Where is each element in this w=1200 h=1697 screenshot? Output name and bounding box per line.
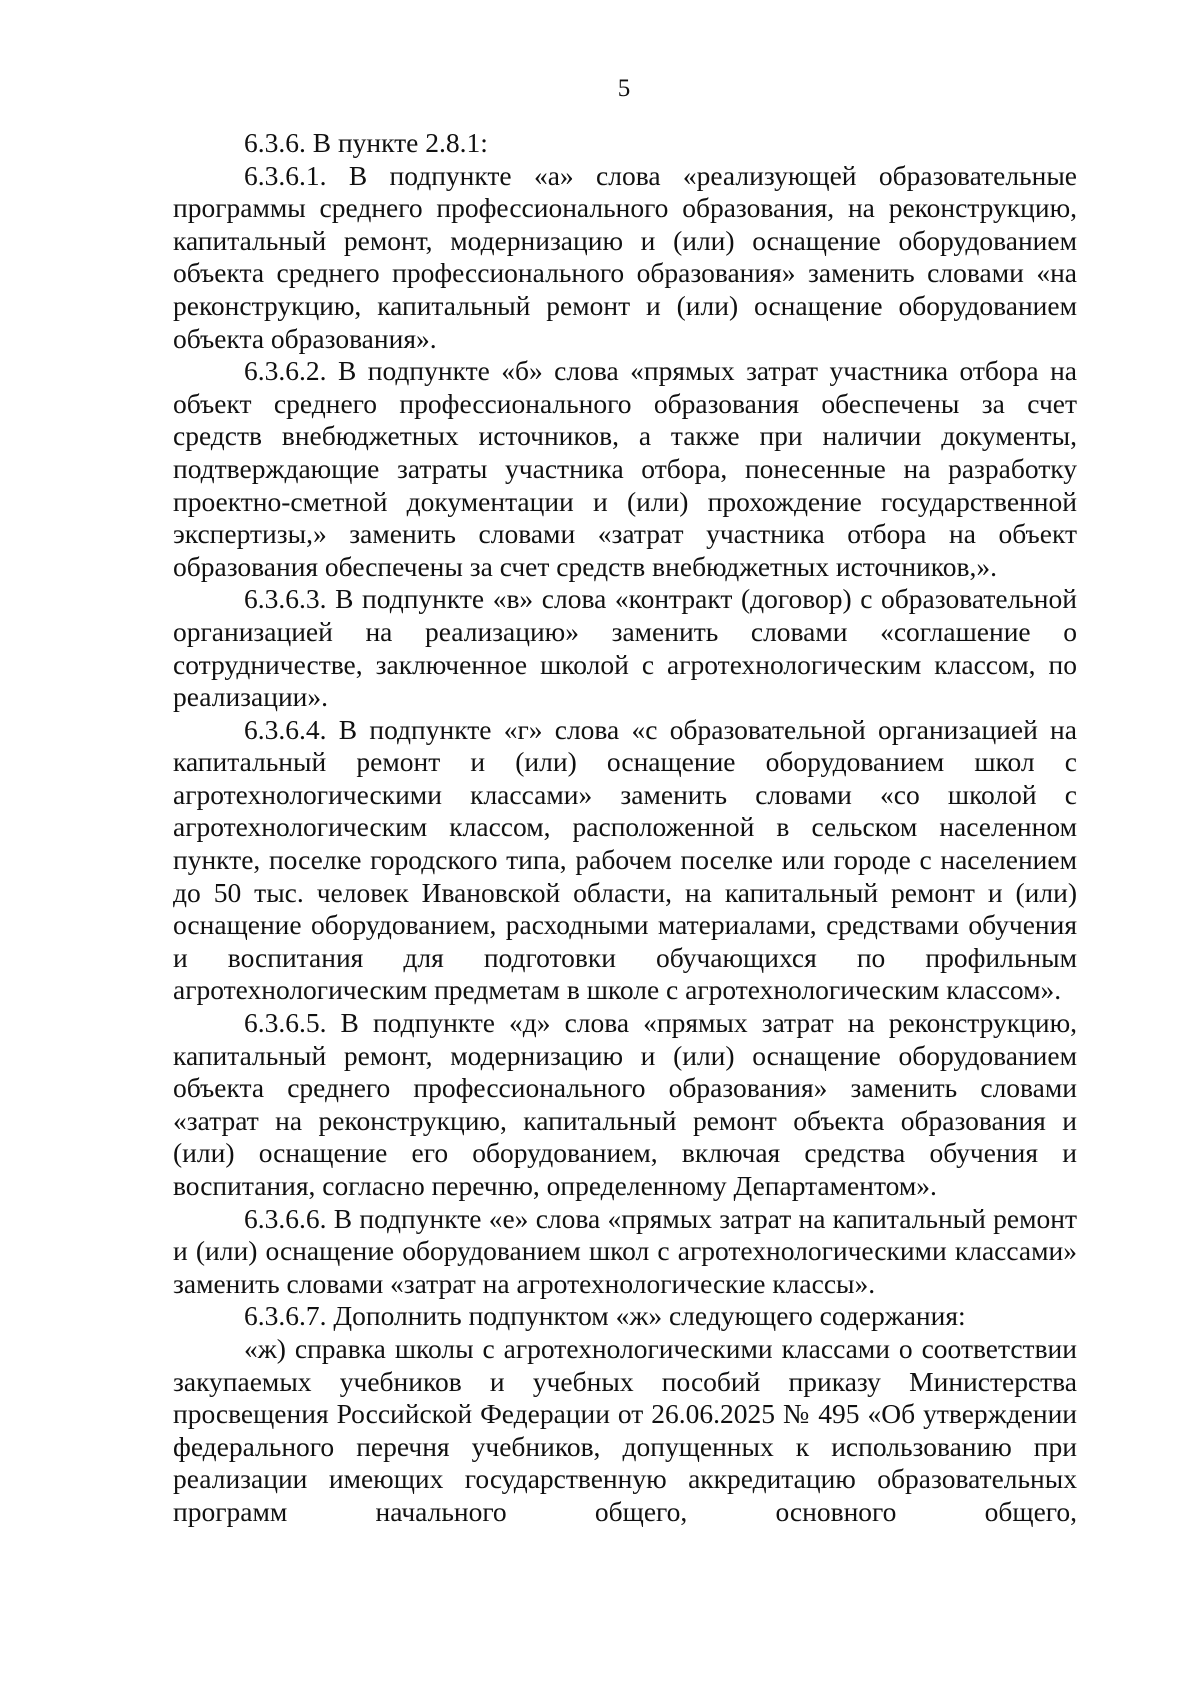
paragraph-zh-item: «ж) справка школы с агротехнологическими классами о соответствии закупаемых учебников и учебных пособий приказу Министерства просвещения Российской Федерации от 26.06.2025 № 495 «Об утверждении федерального перечня учебников, допущенных к использованию при реализации имеющих государственную аккредитацию образовательных программ начального общего, основного общего, <box>173 1332 1077 1527</box>
paragraph-6-3-6: 6.3.6. В пункте 2.8.1: <box>244 127 488 158</box>
paragraph-6-3-6-6: 6.3.6.6. В подпункте «е» слова «прямых затрат на капитальный ремонт и (или) оснащение оборудованием школ с агротехнологическими классами» заменить словами «затрат на агротехнологические классы». <box>173 1202 1077 1299</box>
paragraph-6-3-6-4: 6.3.6.4. В подпункте «г» слова «с образовательной организацией на капитальный ремонт и (или) оснащение оборудованием школ с агротехнологическими классами» заменить словами «со школой с агротехнологическим классом, расположенной в сельском населенном пункте, поселке городского типа, рабочем поселке или городе с населением до 50 тыс. человек Ивановской области, на капитальный ремонт и (или) оснащение оборудованием, расходными материалами, средствами обучения и воспитания для подготовки обучающихся по профильным агротехнологическим предметам в школе с агротехнологическим классом». <box>173 713 1077 1006</box>
page-number: 5 <box>617 75 631 102</box>
paragraph-6-3-6-1: 6.3.6.1. В подпункте «а» слова «реализующей образовательные программы среднего профессионального образования, на реконструкцию, капитальный ремонт, модернизацию и (или) оснащение оборудованием объекта среднего профессионального образования» заменить словами «на реконструкцию, капитальный ремонт и (или) оснащение оборудованием объекта образования». <box>173 159 1077 354</box>
paragraph-6-3-6-5: 6.3.6.5. В подпункте «д» слова «прямых затрат на реконструкцию, капитальный ремонт, модернизацию и (или) оснащение оборудованием объекта среднего профессионального образования» заменить словами «затрат на реконструкцию, капитальный ремонт объекта образования и (или) оснащение его оборудованием, включая средства обучения и воспитания, согласно перечню, определенному Департаментом». <box>173 1007 1077 1201</box>
paragraph-6-3-6-3: 6.3.6.3. В подпункте «в» слова «контракт (договор) с образовательной организацией на реализацию» заменить словами «соглашение о сотрудничестве, заключенное школой с агротехнологическим классом, по реализации». <box>173 583 1077 713</box>
paragraph-6-3-6-7: 6.3.6.7. Дополнить подпунктом «ж» следующего содержания: <box>244 1300 966 1332</box>
paragraph-6-3-6-2: 6.3.6.2. В подпункте «б» слова «прямых затрат участника отбора на объект среднего профессионального образования обеспечены за счет средств внебюджетных источников, а также при наличии документы, подтверждающие затраты участника отбора, понесенные на разработку проектно-сметной документации и (или) прохождение государственной экспертизы,» заменить словами «затрат участника отбора на объект образования обеспечены за счет средств внебюджетных источников,». <box>173 355 1077 582</box>
document-body <box>173 127 1077 1529</box>
